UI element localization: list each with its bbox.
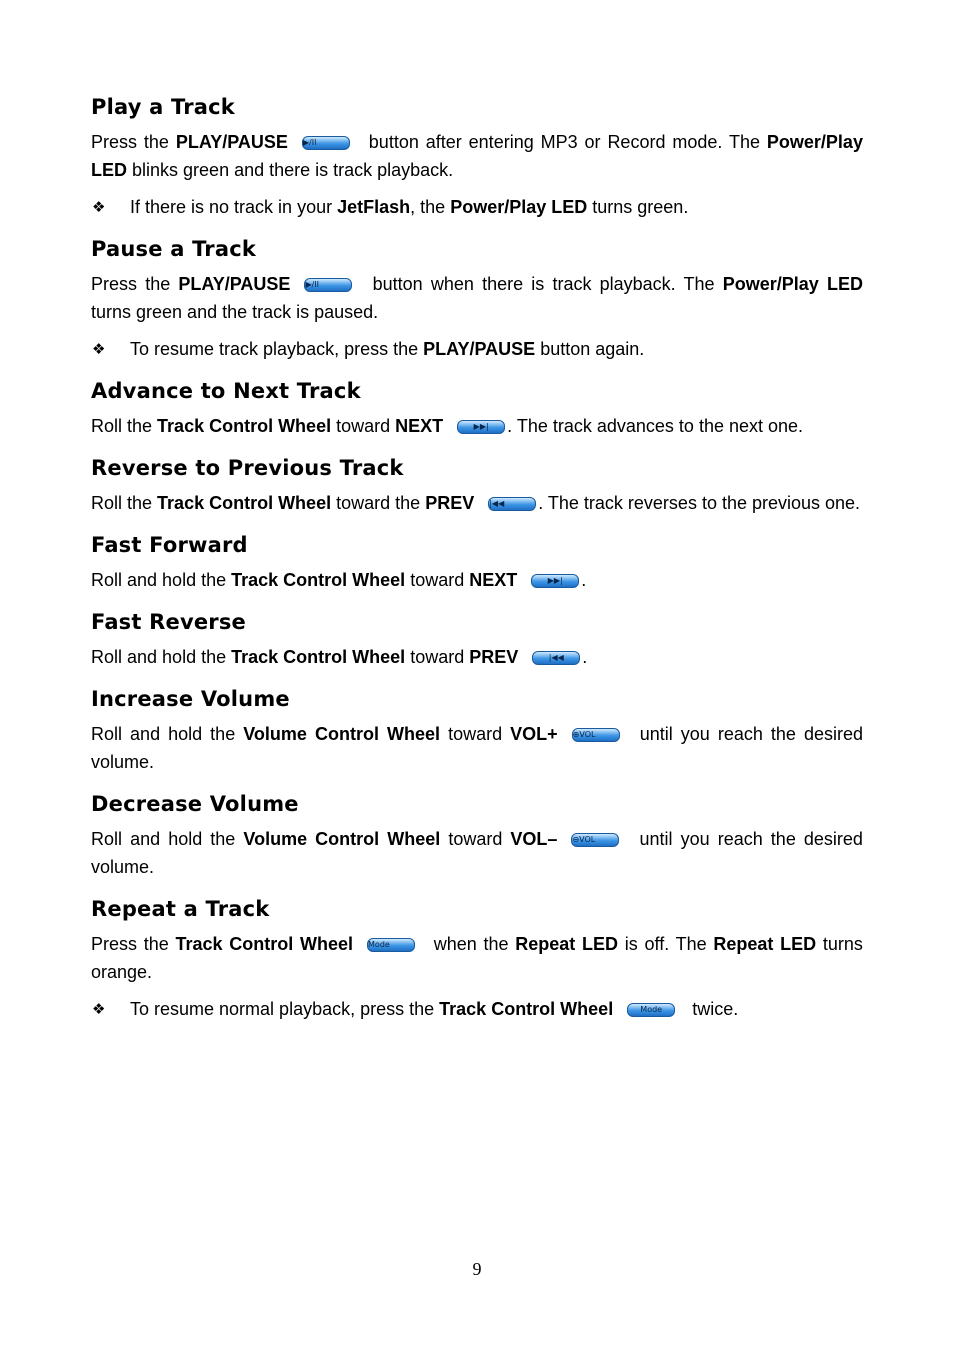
section-body: Roll the Track Control Wheel toward the PREV |◀◀ . The track reverses to the previous one.	[91, 493, 861, 513]
section-reverse-track	[91, 453, 863, 517]
section-title: Fast Forward	[91, 533, 248, 557]
section-title: Increase Volume	[91, 687, 290, 711]
section-title: Decrease Volume	[91, 792, 299, 816]
section-title: Pause a Track	[91, 237, 257, 261]
vol-down-button-icon: ⊖VOL	[571, 833, 619, 847]
next-button-icon: ▶▶|	[531, 574, 579, 588]
bullet-icon: ❖	[92, 1000, 106, 1018]
note-bullet: ❖ To resume normal playback, press the Track Control Wheel Mode twice.	[91, 995, 863, 1023]
section-body: Roll and hold the Volume Control Wheel toward VOL+ ⊕VOL until you reach the desired volume.	[91, 724, 863, 772]
bullet-icon: ❖	[92, 198, 106, 216]
section-decrease-volume	[91, 789, 863, 881]
section-body: Roll the Track Control Wheel toward NEXT ▶▶| . The track advances to the next one.	[91, 416, 804, 436]
section-body: Roll and hold the Track Control Wheel toward NEXT ▶▶| .	[91, 570, 587, 590]
next-button-icon: ▶▶|	[457, 420, 505, 434]
bullet-icon: ❖	[92, 340, 106, 358]
section-fast-forward	[91, 530, 863, 594]
section-title: Advance to Next Track	[91, 379, 361, 403]
section-pause-track	[91, 234, 863, 363]
prev-button-icon: |◀◀	[488, 497, 536, 511]
section-play-track	[91, 92, 863, 221]
section-body: Press the PLAY/PAUSE ▶/II button after entering MP3 or Record mode. The Power/Play LED blinks green and there is track playback.	[91, 132, 863, 180]
section-increase-volume	[91, 684, 863, 776]
section-advance-track	[91, 376, 863, 440]
section-title: Play a Track	[91, 95, 235, 119]
section-body: Roll and hold the Volume Control Wheel toward VOL– ⊖VOL until you reach the desired volume.	[91, 829, 863, 877]
prev-button-icon: |◀◀	[532, 651, 580, 665]
section-title: Fast Reverse	[91, 610, 246, 634]
vol-up-button-icon: ⊕VOL	[572, 728, 620, 742]
play-pause-button-icon: ▶/II	[304, 278, 352, 292]
manual-page	[91, 92, 863, 1023]
mode-button-icon: Mode	[367, 938, 415, 952]
note-bullet: ❖ To resume track playback, press the PLAY/PAUSE button again.	[91, 335, 863, 363]
mode-button-icon: Mode	[627, 1003, 675, 1017]
section-body: Press the PLAY/PAUSE ▶/II button when there is track playback. The Power/Play LED turns green and the track is paused.	[91, 274, 863, 322]
section-fast-reverse	[91, 607, 863, 671]
section-body: Press the Track Control Wheel Mode when the Repeat LED is off. The Repeat LED turns orange.	[91, 934, 863, 982]
play-pause-button-icon: ▶/II	[302, 136, 350, 150]
page-number: 9	[472, 1259, 482, 1279]
section-title: Reverse to Previous Track	[91, 456, 404, 480]
section-repeat-track	[91, 894, 863, 1023]
section-body: Roll and hold the Track Control Wheel toward PREV |◀◀ .	[91, 647, 588, 667]
note-bullet: ❖ If there is no track in your JetFlash, the Power/Play LED turns green.	[91, 193, 863, 221]
section-title: Repeat a Track	[91, 897, 270, 921]
